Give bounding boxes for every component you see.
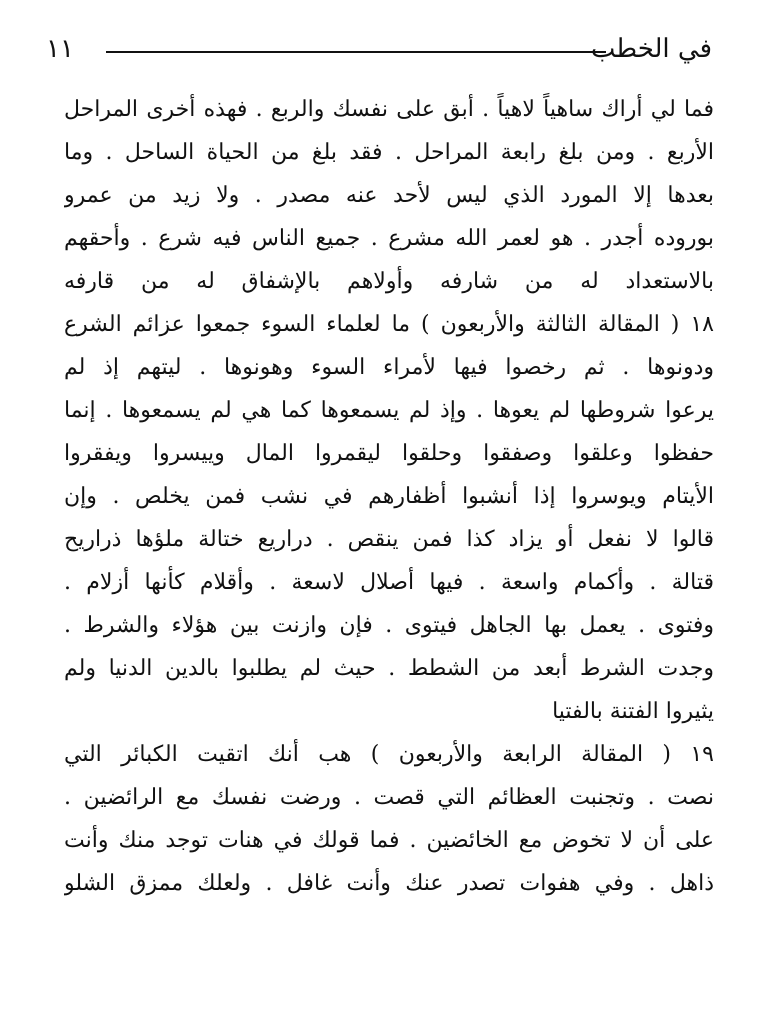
text-line: قالوا لا نفعل أو يزاد كذا فمن ينقص . دراريع ختالة ملؤها ذراريح (64, 527, 714, 552)
text-line: الأربع . ومن بلغ رابعة المراحل . فقد بلغ من الحياة الساحل . وما (64, 140, 714, 165)
text-line: حفظوا وعلقوا وصفقوا وحلقوا ليقمروا المال وييسروا ويفقروا (64, 441, 714, 466)
text-line: بالاستعداد له من شارفه وأولاهم بالإشفاق له من قارفه (64, 269, 714, 294)
header-rule (106, 51, 606, 53)
text-line: بوروده أجدر . هو لعمر الله مشرع . جميع الناس فيه شرع . وأحقهم (64, 226, 714, 251)
text-line: ١٩ ( المقالة الرابعة والأربعون ) هب أنك اتقيت الكبائر التي (64, 742, 714, 767)
text-line: ذاهل . وفي هفوات تصدر عنك وأنت غافل . ولعلك ممزق الشلو (64, 871, 714, 896)
text-line: ودونوها . ثم رخصوا فيها لأمراء السوء وهونوها . ليتهم إذ لم (64, 355, 714, 380)
text-line: فما لي أراك ساهياً لاهياً . أبق على نفسك والربع . فهذه أخرى المراحل (64, 97, 714, 122)
text-line: ١٨ ( المقالة الثالثة والأربعون ) ما لعلماء السوء جمعوا عزائم الشرع (64, 312, 714, 337)
text-line: الأيتام ويوسروا إذا أنشبوا أظفارهم في نشب فمن يخلص . وإن (64, 484, 714, 509)
chapter-title: في الخطب (590, 34, 712, 64)
page-number: ١١ (46, 34, 74, 64)
text-line: يرعوا شروطها لم يعوها . وإذ لم يسمعوها كما هي لم يسمعوها . إنما (64, 398, 714, 423)
body-text (64, 88, 714, 905)
text-line: وجدت الشرط أبعد من الشطط . حيث لم يطلبوا بالدين الدنيا ولم (64, 656, 714, 681)
running-header (28, 28, 712, 72)
text-line: قتالة . وأكمام واسعة . فيها أصلال لاسعة . وأقلام كأنها أزلام . (64, 570, 714, 595)
text-line: على أن لا تخوض مع الخائضين . فما قولك في هنات توجد منك وأنت (64, 828, 714, 853)
text-line: نصت . وتجنبت العظائم التي قصت . ورضت نفسك مع الرائضين . (64, 785, 714, 810)
text-line: يثيروا الفتنة بالفتيا (552, 699, 714, 724)
text-line: وفتوى . يعمل بها الجاهل فيتوى . فإن وازنت بين هؤلاء والشرط . (64, 613, 714, 638)
text-line: بعدها إلا المورد الذي ليس لأحد عنه مصدر . ولا زيد من عمرو (64, 183, 714, 208)
